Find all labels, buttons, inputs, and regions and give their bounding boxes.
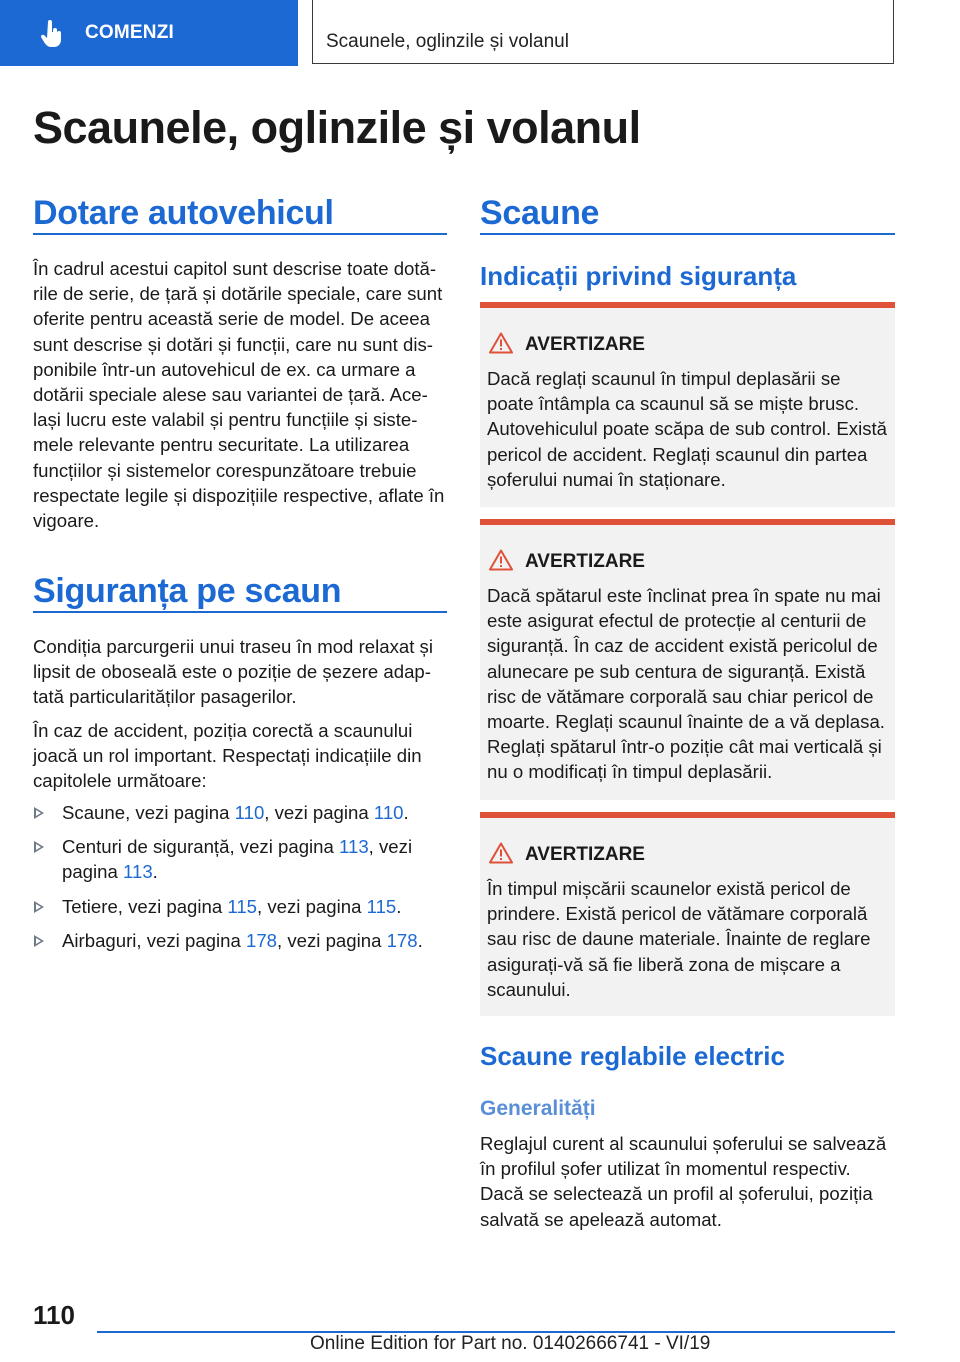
page-link[interactable]: 113 <box>123 861 153 883</box>
page-link[interactable]: 178 <box>245 929 278 951</box>
list-item-text: Centuri de siguranță, vezi pagina <box>62 836 340 858</box>
list-item-text: Tetiere, vezi pagina <box>62 895 228 917</box>
warning-text: Dacă spătarul este înclinat prea în spate nu mai este asigurat efectul de protecție al centurii de siguranță. În caz de accident există pericolul de alunecare pe sub centura de siguranță. Există risc de vătămare corporală sau chiar pericol de moarte. Reglați scaunul înainte de a vă deplasa. Reglați spătarul într-o poziție cât mai verticală și nu o modificați în timpul deplasării. <box>487 585 885 783</box>
list-item-text: . <box>152 861 158 883</box>
heading-general: Generalități <box>480 1097 596 1120</box>
bullet-triangle-icon <box>34 841 44 853</box>
page-link[interactable]: 115 <box>366 895 397 917</box>
heading-seats: Scaune <box>480 194 600 232</box>
heading-electric-seats: Scaune reglabile electric <box>480 1041 785 1071</box>
bullet-triangle-icon <box>34 807 44 819</box>
heading-safety-notes: Indicații privind siguranța <box>480 261 797 291</box>
warning-title: AVERTIZARE <box>525 551 645 572</box>
list-item <box>33 834 447 884</box>
equipment-paragraph: În cadrul acestui capitol sunt descrise toate dotările de serie, de țară și dotările speciale, care sunt oferite pentru această serie de model. De aceea sunt descrise și dotări și funcții, care nu sunt disponibile într-un autovehicul de ex. ca urmare a dotării speciale alese sau variantei de țară. Același lucru este valabil și pentru funcțiile și sistemele relevante pentru securitate. La utilizarea funcțiilor și sistemelor corespunzătoare trebuie respectate legile și dispozițiile respective, aflate în vigoare. <box>33 258 445 532</box>
bullet-triangle-icon <box>34 901 44 913</box>
warning-box <box>480 302 895 507</box>
warning-triangle-icon <box>489 549 513 571</box>
bullet-triangle-icon <box>34 935 44 947</box>
list-item <box>33 928 447 953</box>
breadcrumb-text: Scaunele, oglinzile și volanul <box>326 31 569 52</box>
list-item-text: Scaune, vezi pagina <box>62 802 235 823</box>
heading-equipment: Dotare autovehicul <box>33 194 334 232</box>
list-item-text: . <box>396 895 402 917</box>
page-link[interactable]: 178 <box>386 929 418 951</box>
heading-rule <box>33 611 447 613</box>
list-item-text: Airbaguri, vezi pagina <box>62 929 246 951</box>
general-paragraph: Reglajul curent al scaunului șoferului se salvează în profilul șofer utilizat în momentul respectiv. Dacă se selectează un profil al șoferului, poziția salvată se apelează automat. <box>480 1133 887 1230</box>
warning-text: În timpul mișcării scaunelor există pericol de prindere. Există pericol de vătămare corporală sau risc de daune materiale. Înainte de reglare asigurați-vă să fie liberă zona de mișcare a scaunului. <box>487 878 871 1000</box>
list-item-text: , vezi pagina <box>257 895 367 917</box>
section-tab-commands[interactable] <box>0 0 298 66</box>
list-item <box>33 800 447 825</box>
page-link[interactable]: 115 <box>227 895 258 917</box>
list-item <box>33 894 447 919</box>
page-number: 110 <box>33 1300 75 1330</box>
seat-safety-paragraph-2: În caz de accident, poziția corectă a scaunului joacă un rol important. Respectați indicațiile din capitolele următoare: <box>33 720 422 792</box>
list-item-text: , vezi pagina <box>62 836 413 883</box>
footer-edition: Online Edition for Part no. 01402666741 - VI/19 <box>310 1333 711 1354</box>
warning-title: AVERTIZARE <box>525 334 645 355</box>
heading-rule <box>33 233 447 235</box>
page-title: Scaunele, oglinzile și volanul <box>33 102 641 153</box>
breadcrumb <box>312 0 894 64</box>
list-item-text: , vezi pagina <box>277 929 387 951</box>
page-link[interactable]: 110 <box>234 802 265 823</box>
reference-list <box>33 800 447 962</box>
seat-safety-paragraph-1: Condiția parcurgerii unui traseu în mod relaxat și lipsit de oboseală este o poziție de șezere adaptată particularităților pasagerilor. <box>33 636 433 708</box>
warning-box <box>480 519 895 800</box>
hand-pointer-icon <box>40 20 64 48</box>
top-bar <box>0 0 960 66</box>
warning-text: Dacă reglați scaunul în timpul deplasării se poate întâmpla ca scaunul să se miște brusc. Autovehiculul poate scăpa de sub control. Există pericol de accident. Reglați scaunul din partea șoferului numai în staționare. <box>487 368 888 490</box>
warning-triangle-icon <box>489 332 513 354</box>
list-item-text: , vezi pagina <box>264 802 374 823</box>
heading-rule <box>480 233 895 235</box>
warning-box <box>480 812 895 1016</box>
section-tab-label: COMENZI <box>85 22 175 43</box>
page-link[interactable]: 113 <box>339 836 369 858</box>
page-link[interactable]: 110 <box>373 802 404 823</box>
warning-triangle-icon <box>489 842 513 864</box>
heading-seat-safety: Siguranța pe scaun <box>33 572 342 610</box>
list-item-text: . <box>417 929 423 951</box>
warning-title: AVERTIZARE <box>525 844 645 865</box>
list-item-text: . <box>403 802 409 823</box>
